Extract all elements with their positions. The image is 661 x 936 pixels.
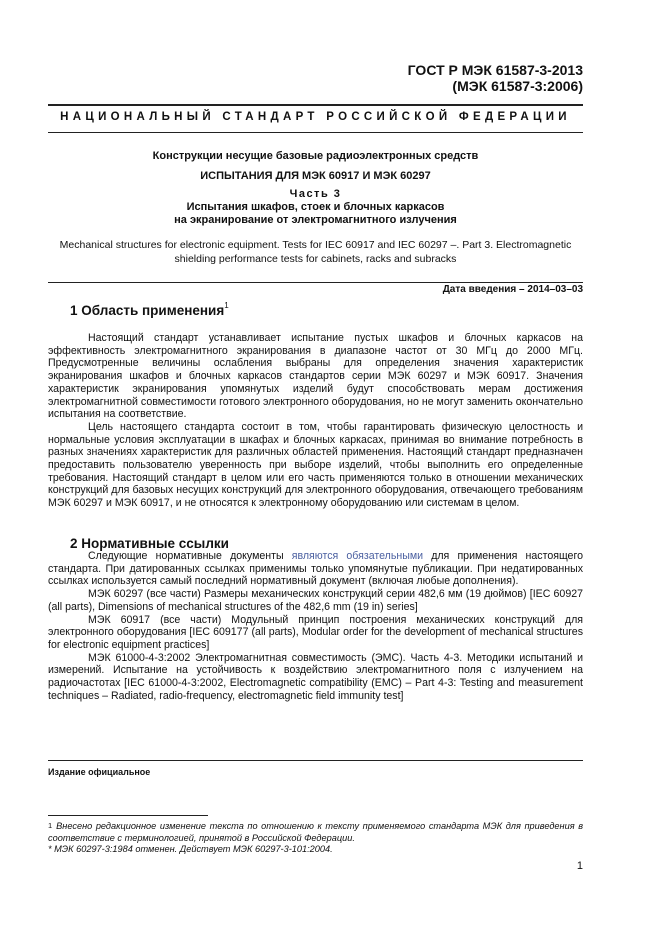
- section-2-p1-highlight: являются обязательными: [291, 550, 424, 562]
- footnote-1: [48, 821, 583, 844]
- reference-iec-60297: МЭК 60297 (все части) Размеры механических конструкций серии 482,6 мм (19 дюймов) [IEC 60927 (all parts), Dimensions of mechanical structures of the 482,6 mm (19 in) series]: [48, 588, 583, 613]
- title-line-5: на экранирование от электромагнитного излучения: [174, 214, 457, 226]
- section-2-body: [48, 550, 583, 702]
- standard-type-heading: НАЦИОНАЛЬНЫЙ СТАНДАРТ РОССИЙСКОЙ ФЕДЕРАЦИИ: [60, 111, 571, 123]
- title-line-2: ИСПЫТАНИЯ ДЛЯ МЭК 60917 И МЭК 60297: [200, 170, 431, 182]
- section-1-body: [48, 332, 583, 510]
- section-2-heading: 2 Нормативные ссылки: [70, 536, 229, 551]
- footnotes: [48, 821, 583, 856]
- introduction-date: Дата введения – 2014–03–03: [442, 284, 583, 295]
- reference-iec-60917: МЭК 60917 (все части) Модульный принцип построения механических конструкций для электронного оборудования [IEC 609177 (all parts), Modular order for the development of mechanical structures for electronic equipment practices]: [48, 613, 583, 651]
- document-code: [408, 62, 583, 94]
- title-line-4: Испытания шкафов, стоек и блочных каркасов: [186, 201, 445, 213]
- footnote-divider: [48, 815, 208, 816]
- footnote-1-mark: 1: [48, 821, 53, 830]
- section-2-p1-start: Следующие нормативные документы: [88, 550, 284, 562]
- title-part: Часть 3: [289, 188, 342, 200]
- page-number: 1: [576, 860, 583, 872]
- title-divider: [48, 132, 583, 133]
- section-1-footnote-mark[interactable]: 1: [224, 301, 229, 310]
- section-2-paragraph-1: [48, 550, 583, 588]
- doc-code-iec: (МЭК 61587-3:2006): [452, 78, 583, 94]
- date-divider: [48, 282, 583, 283]
- footnote-2: * МЭК 60297-3:1984 отменен. Действует МЭК 60297-3-101:2004.: [48, 844, 333, 855]
- section-1-title: 1 Область применения: [70, 303, 225, 318]
- section-2-p1-end: для применения настоящего стандарта. При датированных ссылках применимы только упомянутые публикации. При недатированных ссылках используется самый последний нормативный документ (включая любые дополнения).: [48, 550, 583, 588]
- section-1-paragraph-2: Цель настоящего стандарта состоит в том, чтобы гарантировать физическую целостность и нормальные условия эксплуатации в шкафах и блочных каркасах, принимая во внимание потребность в разных значениях характеристик для различных областей применения. Настоящий стандарт предназначен предоставить пользователю уверенность при выборе изделий, чтобы выполнить его определенные требования. Настоящий стандарт в целом или его часть применяются только в отношении механических конструкций для базовых несущих конструкций для электронного оборудования, отвечающего требованиям МЭК 60297 и МЭК 60917, и не относятся к электронному оборудованию или системам в целом.: [48, 420, 583, 510]
- english-title: Mechanical structures for electronic equipment. Tests for IEC 60917 and IEC 60297 –. Part 3. Electromagnetic shielding performance tests for cabinets, racks and subracks: [59, 239, 572, 265]
- official-divider: [48, 760, 583, 761]
- doc-code-gost: ГОСТ Р МЭК 61587-3-2013: [407, 62, 583, 78]
- footnote-1-text: Внесено редакционное изменение текста по отношению к тексту применяемого стандарта МЭК для приведения в соответствие с терминологией, принятой в Российской Федерации.: [48, 821, 583, 843]
- title-line-1: Конструкции несущие базовые радиоэлектронных средств: [152, 150, 479, 162]
- top-divider: [48, 104, 583, 106]
- section-1-heading: [70, 303, 229, 318]
- section-1-paragraph-1: Настоящий стандарт устанавливает испытание пустых шкафов и блочных каркасов на эффективность электромагнитного экранирования в диапазоне частот от 30 МГц до 2000 МГц. Предусмотренные величины ослабления выбраны для определения значения характеристик экранирования шкафов и блочных каркасов стандартов серии МЭК 60297 и МЭК 60917. Значения характеристик экранирования упомянутых изделий будут способствовать мерам достижения электромагнитной совместимости готового электронного оборудования, но не могут заменить окончательно испытания на соответствие.: [48, 332, 583, 421]
- official-edition-label: Издание официальное: [48, 767, 151, 777]
- reference-iec-61000-4-3: МЭК 61000-4-3:2002 Электромагнитная совместимость (ЭМС). Часть 4-3. Методики испытаний и измерений. Испытание на устойчивость к воздействию электромагнитного поля с излучением на радиочастотах [IEC 61000-4-3:2002, Electromagnetic compatibility (EMC) – Part 4-3: Testing and measurement techniques – Radiated, radio-frequency, electromagnetic field immunity test]: [48, 651, 583, 702]
